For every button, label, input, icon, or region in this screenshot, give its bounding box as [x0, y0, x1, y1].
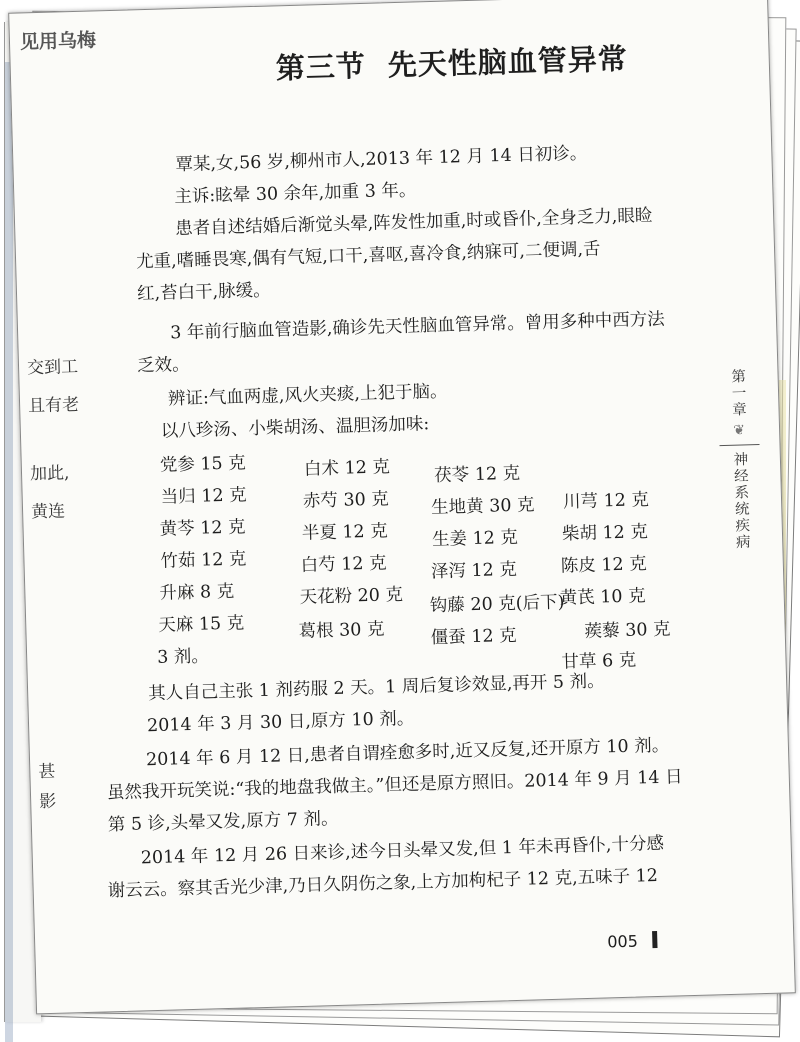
herb-item: 当归 12 克 — [160, 485, 247, 508]
followup-line: 谢云云。察其舌光少津,乃日久阴伤之象,上方加枸杞子 12 克,五味子 12 — [107, 866, 659, 902]
herb-item: 陈皮 12 克 — [560, 554, 647, 577]
herb-item: 黄芪 10 克 — [559, 586, 646, 609]
history-line: 红,苔白干,脉缓。 — [136, 280, 271, 305]
section-name: 先天性脑血管异常 — [387, 41, 629, 83]
followup-line: 2014 年 3 月 30 日,原方 10 剂。 — [146, 708, 415, 737]
chief-complaint: 主诉:眩晕 30 余年,加重 3 年。 — [174, 180, 417, 208]
herb-item: 蒺藜 30 克 — [584, 619, 671, 642]
herb-item: 竹茹 12 克 — [160, 549, 247, 572]
herb-item: 僵蚕 12 克 — [430, 625, 517, 649]
page-number: 005 — [607, 931, 639, 952]
herb-item: 赤芍 30 克 — [302, 489, 390, 512]
herb-item: 葛根 30 克 — [298, 619, 385, 642]
herb-item: 天花粉 20 克 — [299, 585, 404, 608]
herb-item: 升麻 8 克 — [159, 581, 235, 604]
left-page-text-fragment: 影 — [38, 791, 57, 813]
history-line: 尤重,嗜睡畏寒,偶有气短,口干,喜呕,喜冷食,纳寐可,二便调,舌 — [135, 239, 601, 273]
chapter-label: 第一章 — [728, 368, 747, 419]
diagnosis-line: 3 年前行脑血管造影,确诊先天性脑血管异常。曾用多种中西方法 — [169, 309, 666, 344]
book-page — [8, 0, 796, 1014]
followup-line: 2014 年 12 月 26 日来诊,述今日头晕又发,但 1 年未再昏仆,十分感 — [140, 833, 665, 869]
page-number-marker — [652, 931, 657, 948]
diagnosis-line: 乏效。 — [136, 354, 190, 377]
herb-item: 天麻 15 克 — [158, 613, 245, 636]
chapter-topic: 神经系统疾病 — [731, 450, 750, 551]
followup-line: 其人自己主张 1 剂药服 2 天。1 周后复诊效显,再开 5 剂。 — [147, 671, 605, 705]
left-page-text-fragment: 加此, — [29, 463, 70, 485]
followup-line: 虽然我开玩笑说:“我的地盘我做主。”但还是原方照旧。2014 年 9 月 14 日 — [106, 767, 683, 804]
chapter-tab — [717, 368, 762, 555]
dosage-note: 3 剂。 — [156, 646, 210, 668]
herb-item: 党参 15 克 — [159, 453, 247, 476]
left-page-text-fragment: 且有老 — [27, 394, 80, 417]
herb-item: 柴胡 12 克 — [561, 522, 649, 545]
followup-line: 2014 年 6 月 12 日,患者自谓痊愈多时,近又反复,还开原方 10 剂。 — [145, 735, 670, 771]
history-line: 患者自述结婚后渐觉头晕,阵发性加重,时或昏仆,全身乏力,眼睑 — [174, 205, 653, 240]
left-page-header-fragment: 见用乌梅 — [19, 29, 97, 54]
herb-item: 茯苓 12 克 — [433, 463, 521, 487]
left-page-text-fragment: 交到工 — [26, 356, 79, 379]
herb-item: 钩藤 20 克(后下) — [429, 592, 565, 617]
herb-item: 生姜 12 克 — [431, 527, 519, 551]
prescription-intro: 以八珍汤、小柴胡汤、温胆汤加味: — [160, 414, 430, 442]
herb-item: 生地黄 30 克 — [430, 495, 535, 519]
left-page-text-fragment: 黄连 — [30, 501, 66, 523]
ornament-icon: ❦ — [732, 421, 746, 439]
section-number: 第三节 — [275, 48, 367, 86]
herb-item: 川芎 12 克 — [562, 490, 650, 513]
herb-item: 半夏 12 克 — [301, 521, 388, 544]
herb-item: 泽泻 12 克 — [430, 559, 518, 583]
section-title — [275, 37, 628, 88]
chapter-divider — [719, 443, 759, 445]
case-intro: 覃某,女,56 岁,柳州市人,2013 年 12 月 14 日初诊。 — [175, 143, 588, 176]
herb-item: 黄芩 12 克 — [159, 517, 246, 540]
herb-item: 甘草 6 克 — [561, 650, 637, 673]
syndrome-line: 辨证:气血两虚,风火夹痰,上犯于脑。 — [167, 381, 448, 410]
left-page-text-fragment: 甚 — [38, 761, 56, 783]
followup-line: 第 5 诊,头晕又发,原方 7 剂。 — [107, 808, 339, 836]
herb-item: 白芍 12 克 — [300, 553, 387, 576]
herb-item: 白术 12 克 — [303, 457, 391, 480]
